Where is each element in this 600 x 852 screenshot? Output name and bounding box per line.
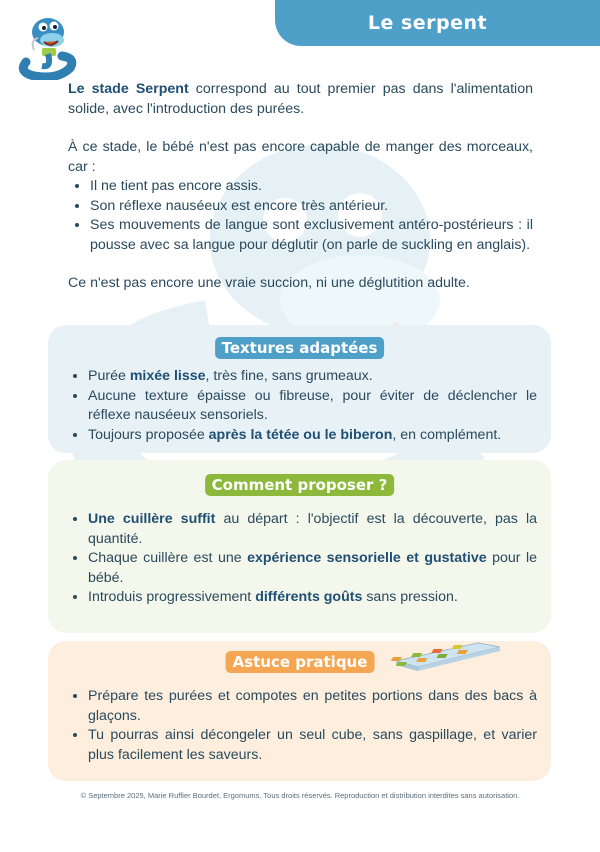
- intro-bullet-list: [90, 177, 533, 255]
- intro-section: [68, 80, 533, 294]
- list-item: • Prépare tes purées et compotes en petites portions dans des bacs à glaçons.: [88, 687, 537, 726]
- comment-list: [88, 510, 537, 608]
- astuce-title: Astuce pratique: [226, 651, 375, 673]
- header-banner: [275, 0, 600, 46]
- list-item: • Introduis progressivement différents goûts sans pression.: [88, 588, 537, 608]
- textures-title: Textures adaptées: [215, 337, 385, 359]
- list-item: • Son réflexe nauséeux est encore très antérieur.: [90, 197, 533, 217]
- intro-paragraph-1: [68, 80, 533, 119]
- list-item: • Purée mixée lisse, très fine, sans grumeaux.: [88, 367, 537, 387]
- textures-card: [48, 325, 551, 453]
- list-item: • Tu pourras ainsi décongeler un seul cube, sans gaspillage, et varier plus facilement les saveurs.: [88, 726, 537, 765]
- astuce-list: [88, 687, 537, 765]
- snake-mascot-icon: [14, 10, 78, 80]
- list-item: • Toujours proposée après la tétée ou le biberon, en complément.: [88, 426, 537, 446]
- list-item: • Il ne tient pas encore assis.: [90, 177, 533, 197]
- comment-card: [48, 460, 551, 633]
- list-item: • Chaque cuillère est une expérience sensorielle et gustative pour le bébé.: [88, 549, 537, 588]
- ice-cube-tray-icon: [388, 631, 503, 673]
- comment-title: Comment proposer ?: [205, 474, 395, 496]
- textures-list: [88, 367, 537, 445]
- list-item: • Aucune texture épaisse ou fibreuse, pour éviter de déclencher le réflexe nauséeux sensoriels.: [88, 387, 537, 426]
- page-title: Le serpent: [367, 12, 488, 34]
- intro-paragraph-3: Ce n'est pas encore une vraie succion, ni une déglutition adulte.: [68, 275, 470, 291]
- intro-bold-term: Le stade Serpent: [68, 81, 189, 97]
- list-item: • Ses mouvements de langue sont exclusivement antéro-postérieurs : il pousse avec sa langue pour déglutir (on parle de suckling en anglais).: [90, 216, 533, 255]
- intro-text: correspond au tout premier pas dans l'alimentation solide, avec l'introduction des purées.: [68, 81, 533, 117]
- list-item: • Une cuillère suffit au départ : l'objectif est la découverte, pas la quantité.: [88, 510, 537, 549]
- copyright-footer: © Septembre 2025, Marie Ruffier Bourdet, Ergomums. Tous droits réservés. Reproduction et distribution interdites sans autorisation.: [80, 791, 520, 800]
- intro-paragraph-2: À ce stade, le bébé n'est pas encore capable de manger des morceaux, car :: [68, 139, 533, 175]
- astuce-card: [48, 641, 551, 781]
